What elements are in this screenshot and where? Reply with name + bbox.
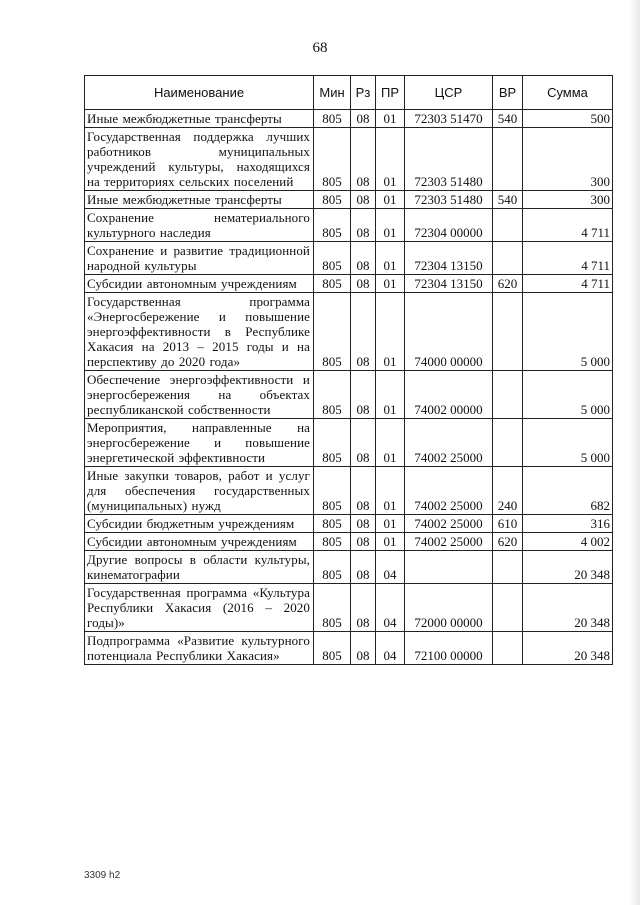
cell-vr: [493, 128, 523, 191]
cell-pr: 01: [376, 110, 405, 128]
cell-min: 805: [314, 632, 351, 665]
cell-sum: 4 002: [523, 533, 613, 551]
cell-sum: 20 348: [523, 551, 613, 584]
cell-pr: 01: [376, 293, 405, 371]
cell-min: 805: [314, 128, 351, 191]
cell-vr: [493, 242, 523, 275]
cell-csr: 72000 00000: [405, 584, 493, 632]
cell-min: 805: [314, 242, 351, 275]
page-edge-shadow: [630, 0, 640, 905]
cell-sum: 20 348: [523, 632, 613, 665]
cell-sum: 4 711: [523, 275, 613, 293]
cell-pr: 01: [376, 515, 405, 533]
cell-name: Государственная поддержка лучших работников муниципальных учреждений культуры, находящихся на территориях сельских поселений: [85, 128, 314, 191]
cell-pr: 01: [376, 209, 405, 242]
table-row: [85, 515, 613, 533]
cell-rz: 08: [351, 533, 376, 551]
cell-vr: 540: [493, 110, 523, 128]
column-header-sum: Сумма: [523, 76, 613, 110]
table-row: [85, 584, 613, 632]
cell-min: 805: [314, 209, 351, 242]
cell-csr: 74002 25000: [405, 419, 493, 467]
column-header-pr: ПР: [376, 76, 405, 110]
cell-vr: [493, 632, 523, 665]
cell-name: Мероприятия, направленные на энергосбережение и повышение энергетической эффективности: [85, 419, 314, 467]
cell-csr: 74002 25000: [405, 515, 493, 533]
table-row: [85, 533, 613, 551]
cell-vr: [493, 293, 523, 371]
cell-rz: 08: [351, 275, 376, 293]
cell-csr: 72100 00000: [405, 632, 493, 665]
table-row: [85, 128, 613, 191]
cell-rz: 08: [351, 371, 376, 419]
cell-rz: 08: [351, 242, 376, 275]
cell-sum: 5 000: [523, 293, 613, 371]
cell-csr: 74002 25000: [405, 533, 493, 551]
cell-min: 805: [314, 467, 351, 515]
cell-csr: 72304 13150: [405, 242, 493, 275]
cell-rz: 08: [351, 110, 376, 128]
cell-pr: 01: [376, 128, 405, 191]
cell-sum: 4 711: [523, 242, 613, 275]
cell-min: 805: [314, 533, 351, 551]
cell-csr: 72303 51470: [405, 110, 493, 128]
table-row: [85, 275, 613, 293]
table-row: [85, 110, 613, 128]
cell-rz: 08: [351, 293, 376, 371]
cell-sum: 20 348: [523, 584, 613, 632]
cell-vr: [493, 584, 523, 632]
cell-name: Иные межбюджетные трансферты: [85, 191, 314, 209]
cell-sum: 300: [523, 128, 613, 191]
cell-vr: [493, 209, 523, 242]
table-row: [85, 632, 613, 665]
cell-vr: [493, 371, 523, 419]
table-row: [85, 191, 613, 209]
cell-pr: 04: [376, 584, 405, 632]
cell-pr: 01: [376, 191, 405, 209]
cell-rz: 08: [351, 209, 376, 242]
cell-name: Государственная программа «Энергосбережение и повышение энергоэффективности в Республике Хакасия на 2013 – 2015 годы и на перспективу до 2020 года»: [85, 293, 314, 371]
cell-sum: 5 000: [523, 371, 613, 419]
cell-sum: 682: [523, 467, 613, 515]
cell-csr: 72303 51480: [405, 128, 493, 191]
cell-pr: 01: [376, 467, 405, 515]
cell-sum: 316: [523, 515, 613, 533]
cell-min: 805: [314, 371, 351, 419]
cell-name: Субсидии автономным учреждениям: [85, 533, 314, 551]
column-header-name: Наименование: [85, 76, 314, 110]
table-header-row: [85, 76, 613, 110]
cell-name: Государственная программа «Культура Республики Хакасия (2016 – 2020 годы)»: [85, 584, 314, 632]
table-row: [85, 551, 613, 584]
cell-min: 805: [314, 515, 351, 533]
cell-rz: 08: [351, 128, 376, 191]
cell-pr: 01: [376, 371, 405, 419]
cell-name: Другие вопросы в области культуры, кинематографии: [85, 551, 314, 584]
cell-vr: [493, 551, 523, 584]
column-header-min: Мин: [314, 76, 351, 110]
cell-min: 805: [314, 110, 351, 128]
cell-name: Сохранение и развитие традиционной народной культуры: [85, 242, 314, 275]
cell-pr: 04: [376, 632, 405, 665]
cell-vr: 540: [493, 191, 523, 209]
cell-sum: 5 000: [523, 419, 613, 467]
cell-pr: 01: [376, 242, 405, 275]
cell-csr: 74002 00000: [405, 371, 493, 419]
cell-name: Обеспечение энергоэффективности и энергосбережения на объектах республиканской собственности: [85, 371, 314, 419]
cell-name: Иные межбюджетные трансферты: [85, 110, 314, 128]
cell-name: Субсидии бюджетным учреждениям: [85, 515, 314, 533]
column-header-rz: Рз: [351, 76, 376, 110]
cell-name: Иные закупки товаров, работ и услуг для обеспечения государственных (муниципальных) нужд: [85, 467, 314, 515]
table-row: [85, 419, 613, 467]
cell-min: 805: [314, 191, 351, 209]
table-row: [85, 467, 613, 515]
cell-csr: 74002 25000: [405, 467, 493, 515]
cell-min: 805: [314, 551, 351, 584]
cell-rz: 08: [351, 551, 376, 584]
cell-csr: 72304 00000: [405, 209, 493, 242]
cell-rz: 08: [351, 584, 376, 632]
cell-vr: 240: [493, 467, 523, 515]
table-row: [85, 371, 613, 419]
cell-vr: 610: [493, 515, 523, 533]
table-row: [85, 293, 613, 371]
cell-vr: 620: [493, 533, 523, 551]
cell-vr: 620: [493, 275, 523, 293]
cell-name: Сохранение нематериального культурного наследия: [85, 209, 314, 242]
cell-min: 805: [314, 275, 351, 293]
cell-rz: 08: [351, 419, 376, 467]
table-row: [85, 209, 613, 242]
footer-code: 3309 h2: [84, 870, 121, 881]
column-header-vr: ВР: [493, 76, 523, 110]
cell-csr: [405, 551, 493, 584]
cell-min: 805: [314, 419, 351, 467]
cell-min: 805: [314, 293, 351, 371]
cell-min: 805: [314, 584, 351, 632]
cell-rz: 08: [351, 515, 376, 533]
cell-csr: 74000 00000: [405, 293, 493, 371]
cell-name: Подпрограмма «Развитие культурного потенциала Республики Хакасия»: [85, 632, 314, 665]
cell-sum: 300: [523, 191, 613, 209]
cell-name: Субсидии автономным учреждениям: [85, 275, 314, 293]
cell-sum: 4 711: [523, 209, 613, 242]
budget-table: [84, 75, 613, 665]
cell-rz: 08: [351, 191, 376, 209]
page-number: 68: [312, 40, 328, 56]
table-row: [85, 242, 613, 275]
cell-pr: 01: [376, 275, 405, 293]
cell-rz: 08: [351, 467, 376, 515]
cell-rz: 08: [351, 632, 376, 665]
cell-vr: [493, 419, 523, 467]
column-header-csr: ЦСР: [405, 76, 493, 110]
cell-csr: 72303 51480: [405, 191, 493, 209]
cell-csr: 72304 13150: [405, 275, 493, 293]
cell-pr: 01: [376, 419, 405, 467]
cell-sum: 500: [523, 110, 613, 128]
cell-pr: 04: [376, 551, 405, 584]
table-body: [85, 110, 613, 665]
cell-pr: 01: [376, 533, 405, 551]
